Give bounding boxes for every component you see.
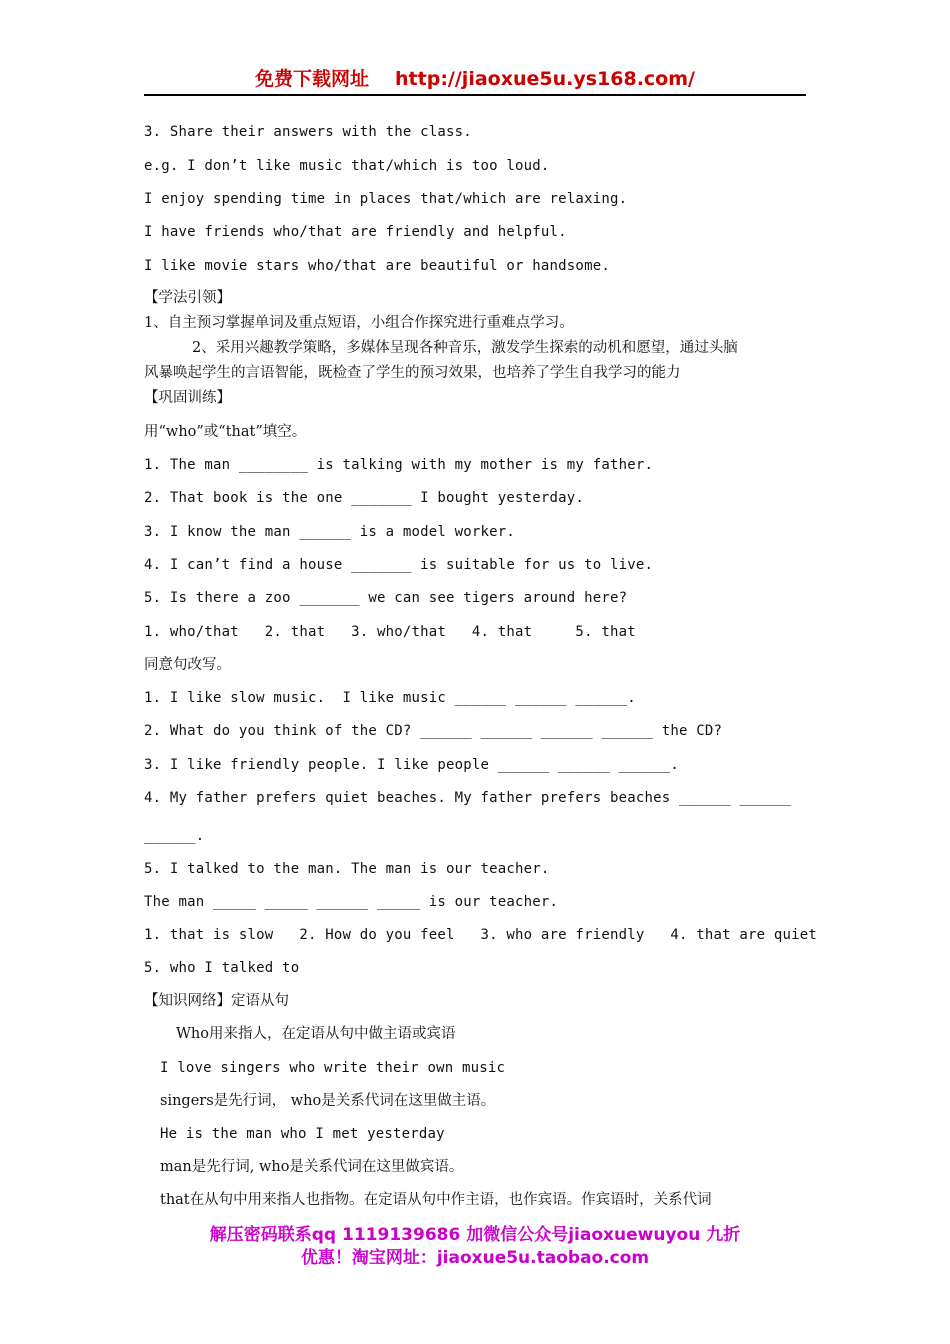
example-sentence: He is the man who I met yesterday [160, 1126, 445, 1142]
text-line: I have friends who/that are friendly and helpful. [144, 224, 567, 240]
text-line: 1、自主预习掌握单词及重点短语，小组合作探究进行重难点学习。 [144, 315, 574, 331]
exercise-item: 3. I like friendly people. I like people ______ ______ ______. [144, 757, 679, 773]
answer-key: 5. who I talked to [144, 960, 300, 976]
exercise-instruction: 同意句改写。 [144, 657, 231, 673]
text-line: 风暴唤起学生的言语智能，既检查了学生的预习效果，也培养了学生自我学习的能力 [144, 365, 681, 381]
header-url-link[interactable]: http://jiaoxue5u.ys168.com/ [395, 68, 695, 90]
exercise-item: 4. My father prefers quiet beaches. My father prefers beaches ______ ______ [144, 790, 792, 806]
exercise-item: 5. I talked to the man. The man is our teacher. [144, 861, 550, 877]
footer-line-1: 解压密码联系qq 1119139686 加微信公众号jiaoxuewuyou 九折 [209, 1225, 741, 1245]
header-site-label: 免费下载网址 [255, 68, 370, 90]
exercise-instruction: 用“who”或“that”填空。 [144, 424, 307, 440]
exercise-item: 2. What do you think of the CD? ______ ______ ______ ______ the CD? [144, 723, 723, 739]
exercise-item: The man _____ _____ ______ _____ is our teacher. [144, 894, 559, 910]
section-heading-practice: 【巩固训练】 [144, 390, 231, 406]
text-line: e.g. I don’t like music that/which is too loud. [144, 158, 550, 174]
exercise-item: 1. The man ________ is talking with my mother is my father. [144, 457, 654, 473]
footer-line-2: 优惠！淘宝网址：jiaoxue5u.taobao.com [300, 1248, 650, 1268]
exercise-item-continued: ______. [144, 828, 205, 844]
example-sentence: I love singers who write their own music [160, 1060, 506, 1076]
header-divider [144, 94, 806, 96]
exercise-item: 1. I like slow music. I like music ______ ______ ______. [144, 690, 636, 706]
text-line: I enjoy spending time in places that/which are relaxing. [144, 191, 628, 207]
section-heading-knowledge: 【知识网络】定语从句 [144, 993, 289, 1009]
exercise-item: 4. I can’t find a house _______ is suitable for us to live. [144, 557, 654, 573]
exercise-item: 2. That book is the one _______ I bought yesterday. [144, 490, 585, 506]
page-header [144, 64, 806, 91]
text-line: singers是先行词， who是关系代词在这里做主语。 [160, 1093, 496, 1109]
exercise-item: 5. Is there a zoo _______ we can see tigers around here? [144, 590, 628, 606]
answer-key: 1. who/that 2. that 3. who/that 4. that 5. that [144, 624, 636, 640]
text-line: man是先行词, who是关系代词在这里做宾语。 [160, 1159, 464, 1175]
text-line: 3. Share their answers with the class. [144, 124, 472, 140]
text-line: Who用来指人，在定语从句中做主语或宾语 [176, 1026, 456, 1042]
text-line: I like movie stars who/that are beautiful or handsome. [144, 258, 610, 274]
text-line: that在从句中用来指人也指物。在定语从句中作主语，也作宾语。作宾语时，关系代词 [160, 1192, 712, 1208]
exercise-item: 3. I know the man ______ is a model worker. [144, 524, 516, 540]
section-heading-method: 【学法引领】 [144, 290, 231, 306]
text-line: 2、采用兴趣教学策略，多媒体呈现各种音乐，激发学生探索的动机和愿望，通过头脑 [192, 340, 738, 356]
answer-key: 1. that is slow 2. How do you feel 3. who are friendly 4. that are quiet [144, 927, 818, 943]
